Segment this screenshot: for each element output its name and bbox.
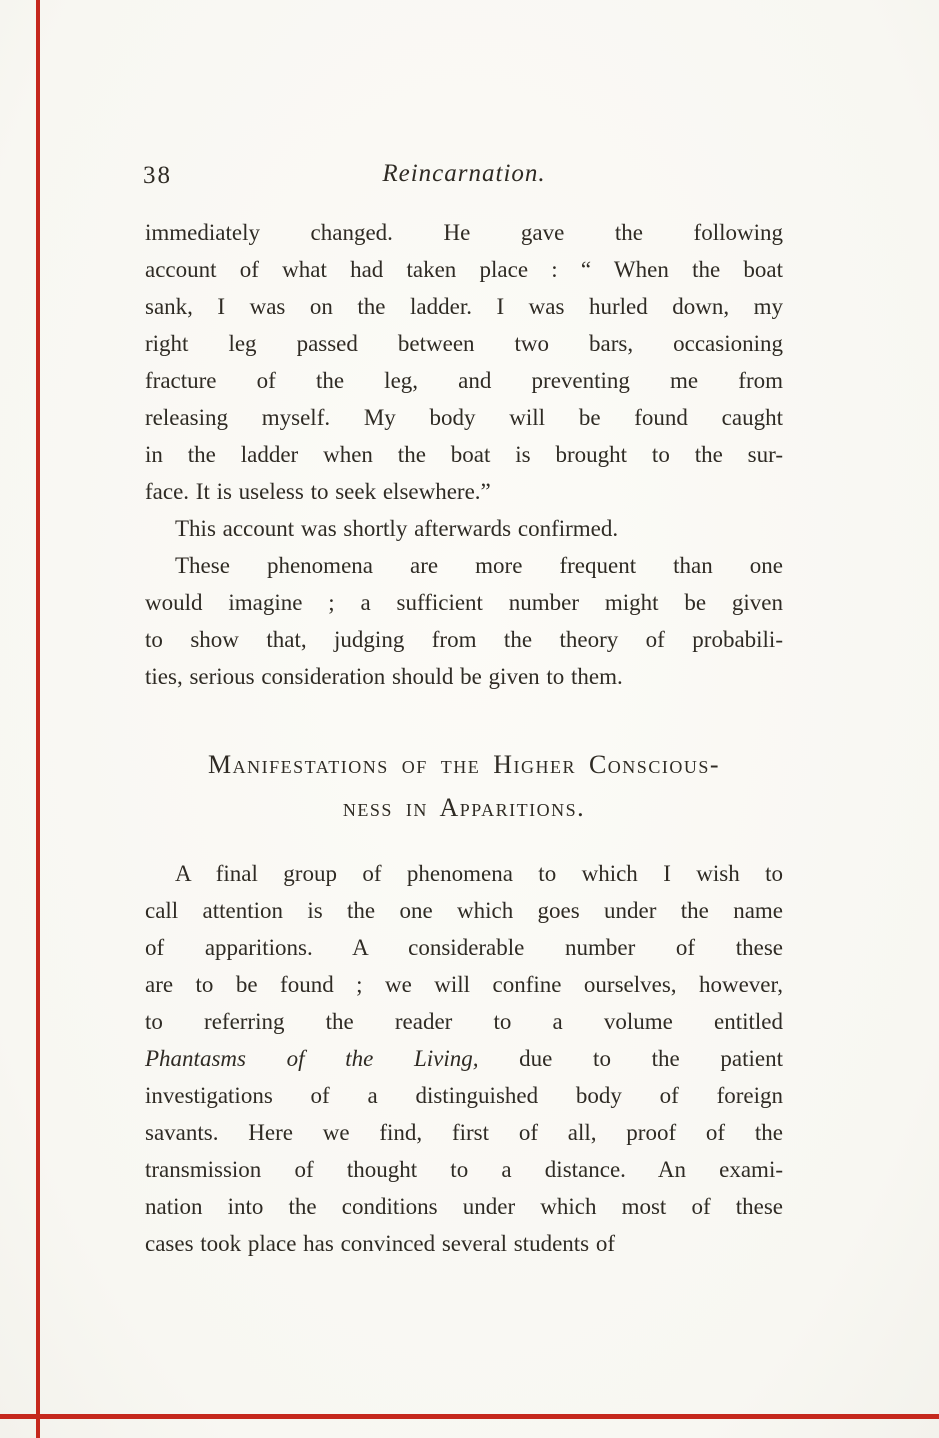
text-line: releasing myself. My body will be found caught xyxy=(145,405,783,430)
left-margin-red-line xyxy=(36,0,40,1438)
text-line: transmission of thought to a distance. An exami- xyxy=(145,1157,783,1182)
text-line: in the ladder when the boat is brought to the sur- xyxy=(145,442,783,467)
text-line: fracture of the leg, and preventing me from xyxy=(145,368,783,393)
text-line: are to be found ; we will confine ourselves, however, xyxy=(145,972,783,997)
text-line: This account was shortly afterwards confirmed. xyxy=(175,516,619,541)
text-line: ties, serious consideration should be given to them. xyxy=(145,664,623,689)
page-number: 38 xyxy=(143,162,172,189)
paragraph-confirmation xyxy=(145,510,783,547)
running-title: Reincarnation. xyxy=(382,160,546,187)
text-line: Phantasms of the Living, due to the patient xyxy=(145,1046,783,1071)
text-line: would imagine ; a sufficient number might be given xyxy=(145,590,783,615)
section-heading-line-2: ness in Apparitions. xyxy=(342,793,586,822)
text-line: to referring the reader to a volume entitled xyxy=(145,1009,783,1034)
text-line: investigations of a distinguished body of foreign xyxy=(145,1083,783,1108)
text-line: immediately changed. He gave the following xyxy=(145,220,783,245)
text-line: cases took place has convinced several students of xyxy=(145,1231,616,1256)
text-line: face. It is useless to seek elsewhere.” xyxy=(145,479,491,504)
text-line: sank, I was on the ladder. I was hurled down, my xyxy=(145,294,783,319)
text-line: of apparitions. A considerable number of these xyxy=(145,935,783,960)
text-line: account of what had taken place : “ When the boat xyxy=(145,257,783,282)
section-heading-line-1: Manifestations of the Higher Conscious- xyxy=(208,750,720,779)
text-line: right leg passed between two bars, occasioning xyxy=(145,331,783,356)
paragraph-phenomena-frequency xyxy=(145,547,783,695)
text-line: nation into the conditions under which most of these xyxy=(145,1194,783,1219)
running-header xyxy=(145,158,783,194)
text-line: call attention is the one which goes under the name xyxy=(145,898,783,923)
text-block xyxy=(145,158,783,1262)
text-line: to show that, judging from the theory of probabili- xyxy=(145,627,783,652)
paragraph-account-continuation xyxy=(145,214,783,510)
text-line: A final group of phenomena to which I wish to xyxy=(175,861,783,886)
text-line: These phenomena are more frequent than one xyxy=(175,553,783,578)
paragraph-apparitions xyxy=(145,855,783,1262)
bottom-margin-red-line xyxy=(0,1414,939,1419)
text-line: savants. Here we find, first of all, proof of the xyxy=(145,1120,783,1145)
section-heading xyxy=(145,743,783,829)
